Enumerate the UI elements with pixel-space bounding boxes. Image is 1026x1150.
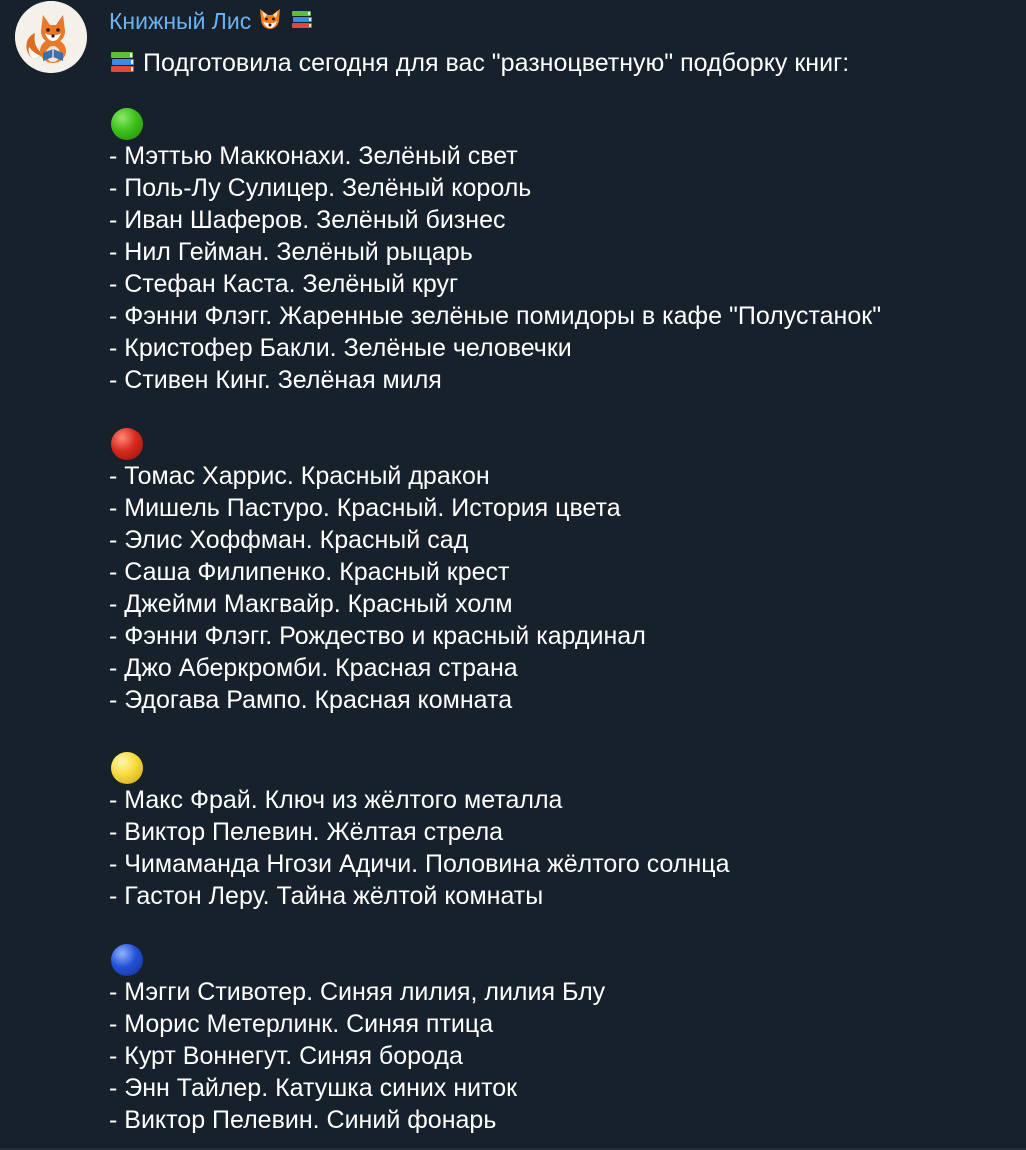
channel-name-text: Книжный Лис	[109, 8, 252, 34]
red-circle-icon	[111, 428, 143, 460]
yellow-circle-icon	[111, 752, 143, 784]
section-red	[109, 428, 1009, 716]
list-item: - Чимаманда Нгози Адичи. Половина жёлтого солнца	[109, 850, 730, 878]
section-blue	[109, 944, 1009, 1136]
list-item: - Эдогава Рампо. Красная комната	[109, 686, 513, 714]
book-list-yellow	[109, 784, 1009, 912]
list-item: - Джо Аберкромби. Красная страна	[109, 654, 518, 682]
channel-avatar[interactable]	[15, 1, 87, 73]
fox-emoji-icon	[257, 6, 283, 32]
list-item: - Курт Воннегут. Синяя борода	[109, 1042, 463, 1070]
list-item: - Виктор Пелевин. Синий фонарь	[109, 1106, 497, 1134]
books-emoji-icon	[289, 6, 315, 32]
list-item: - Джейми Макгвайр. Красный холм	[109, 590, 513, 618]
section-green	[109, 108, 1009, 396]
fox-reading-avatar-icon	[15, 1, 87, 73]
list-item: - Морис Метерлинк. Синяя птица	[109, 1010, 494, 1038]
list-item: - Кристофер Бакли. Зелёные человечки	[109, 334, 572, 362]
book-list-red	[109, 460, 1009, 716]
book-list-green	[109, 140, 1009, 396]
list-item: - Мэттью Макконахи. Зелёный свет	[109, 142, 518, 170]
list-item: - Мэгги Стивотер. Синяя лилия, лилия Блу	[109, 978, 606, 1006]
list-item: - Саша Филипенко. Красный крест	[109, 558, 510, 586]
books-emoji-icon	[109, 49, 137, 75]
green-circle-icon	[111, 108, 143, 140]
list-item: - Элис Хоффман. Красный сад	[109, 526, 469, 554]
list-item: - Томас Харрис. Красный дракон	[109, 462, 490, 490]
channel-name[interactable]	[109, 0, 1009, 42]
section-yellow	[109, 752, 1009, 912]
list-item: - Виктор Пелевин. Жёлтая стрела	[109, 818, 504, 846]
list-item: - Иван Шаферов. Зелёный бизнес	[109, 206, 506, 234]
list-item: - Мишель Пастуро. Красный. История цвета	[109, 494, 621, 522]
list-item: - Гастон Леру. Тайна жёлтой комнаты	[109, 882, 544, 910]
message-intro-text: Подготовила сегодня для вас "разноцветную" подборку книг:	[143, 49, 850, 77]
list-item: - Нил Гейман. Зелёный рыцарь	[109, 238, 473, 266]
list-item: - Стефан Каста. Зелёный круг	[109, 270, 459, 298]
list-item: - Стивен Кинг. Зелёная миля	[109, 366, 442, 394]
blue-circle-icon	[111, 944, 143, 976]
list-item: - Энн Тайлер. Катушка синих ниток	[109, 1074, 518, 1102]
book-list-blue	[109, 976, 1009, 1136]
list-item: - Фэнни Флэгг. Рождество и красный кардинал	[109, 622, 646, 650]
list-item: - Поль-Лу Сулицер. Зелёный король	[109, 174, 532, 202]
list-item: - Фэнни Флэгг. Жаренные зелёные помидоры в кафе "Полустанок"	[109, 302, 882, 330]
message-intro	[109, 42, 1009, 84]
channel-message	[109, 0, 1009, 1134]
list-item: - Макс Фрай. Ключ из жёлтого металла	[109, 786, 563, 814]
